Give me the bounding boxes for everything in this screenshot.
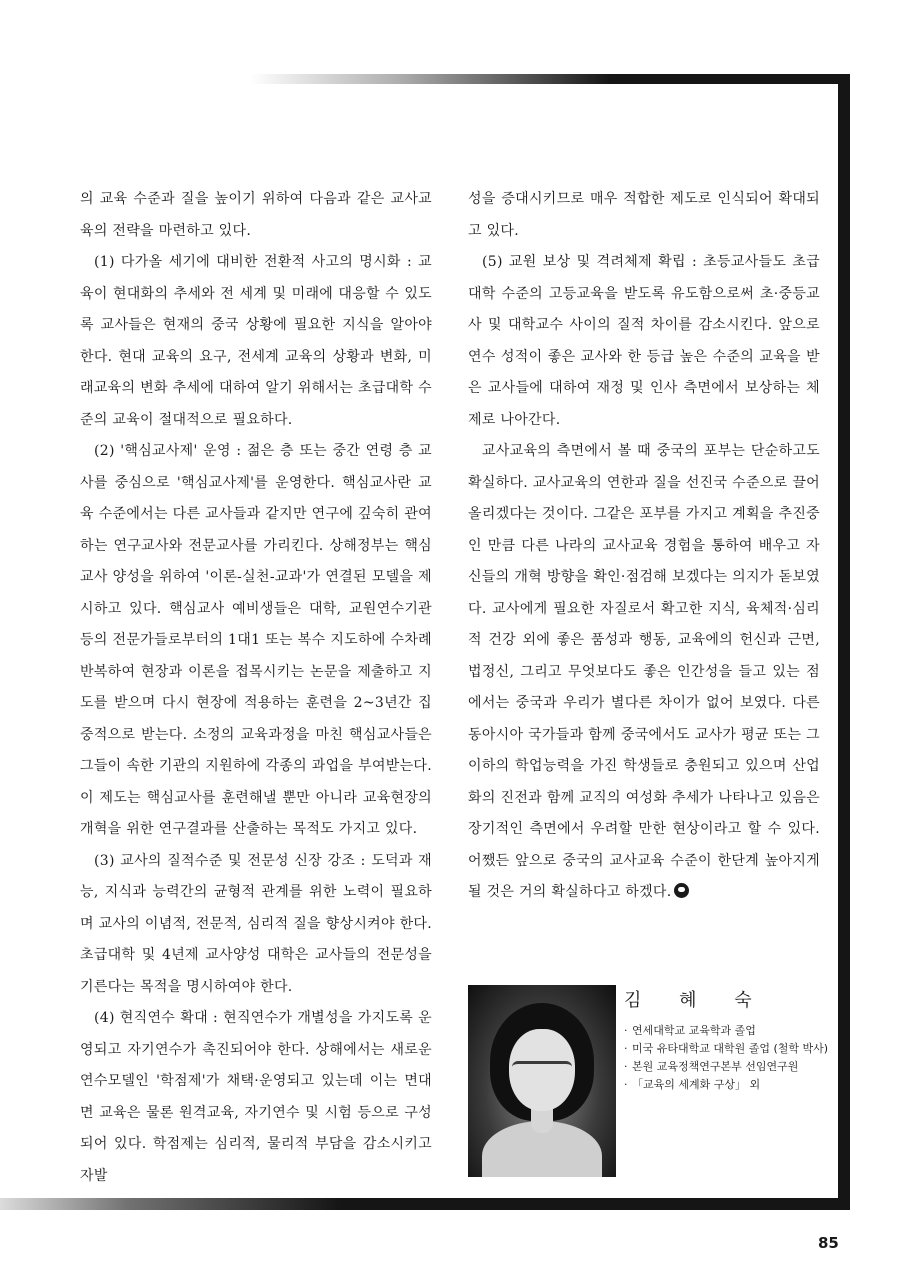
bottom-border-rule	[0, 1198, 850, 1210]
paragraph: 의 교육 수준과 질을 높이기 위하여 다음과 같은 교사교육의 전략을 마련하고 있다.	[80, 191, 432, 239]
paragraph: (3) 교사의 질적수준 및 전문성 신장 강조 : 도덕과 재능, 지식과 능력간의 균형적 관계를 위한 노력이 필요하며 교사의 이념적, 전문적, 심리적 질을 향상시켜야 한다. 초급대학 및 4년제 교사양성 대학은 교사들의 전문성을 기른다는 목적을 명시하여야 한다.	[80, 852, 432, 995]
bio-item: · 미국 유타대학교 대학원 졸업 (철학 박사)	[624, 1040, 838, 1058]
bio-item: · 연세대학교 교육학과 졸업	[624, 1022, 838, 1040]
right-border-rule	[838, 74, 850, 1210]
article-end-icon	[674, 883, 689, 898]
author-bio	[624, 986, 838, 1094]
article-column-left	[80, 184, 432, 1192]
paragraph: (2) '핵심교사제' 운영 : 젊은 층 또는 중간 연령 층 교사를 중심으로 '핵심교사제'를 운영한다. 핵심교사란 교육 수준에서는 다른 교사들과 같지만 연구에 깊숙히 관여하는 연구교사와 전문교사를 가리킨다. 상해정부는 핵심교사 양성을 위하여 '이론-실천-교과'가 연결된 모델을 제시하고 있다. 핵심교사 예비생들은 대학, 교원연수기관 등의 전문가들로부터의 1대1 또는 복수 지도하에 수차례 반복하여 현장과 이론을 접목시키는 논문을 제출하고 지도를 받으며 다시 현장에 적용하는 훈련을 2~3년간 집중적으로 받는다. 소정의 교육과정을 마친 핵심교사들은 그들이 속한 기관의 지원하에 각종의 과업을 부여받는다. 이 제도는 핵심교사를 훈련해낼 뿐만 아니라 교육현장의 개혁을 위한 연구결과를 산출하는 목적도 가지고 있다.	[80, 443, 432, 837]
paragraph: 성을 증대시키므로 매우 적합한 제도로 인식되어 확대되고 있다.	[468, 191, 820, 239]
author-name: 김 혜 숙	[624, 990, 768, 1011]
paragraph: (4) 현직연수 확대 : 현직연수가 개별성을 가지도록 운영되고 자기연수가 촉진되어야 한다. 상해에서는 새로운 연수모델인 '학점제'가 채택·운영되고 있는데 이는 면대면 교육은 물론 원격교육, 자기연수 및 시험 등으로 구성되어 있다. 학점제는 심리적, 물리적 부담을 감소시키고 자발	[80, 1010, 432, 1184]
bio-item: · 「교육의 세계화 구상」 외	[624, 1076, 838, 1094]
paragraph: (5) 교원 보상 및 격려체제 확립 : 초등교사들도 초급대학 수준의 고등교육을 받도록 유도함으로써 초·중등교사 및 대학교수 사이의 질적 차이를 감소시킨다. 앞으로 연수 성적이 좋은 교사와 한 등급 높은 수준의 교육을 받은 교사들에 대하여 재정 및 인사 측면에서 보상하는 체제로 나아간다.	[468, 254, 820, 428]
paragraph-text: 교사교육의 측면에서 볼 때 중국의 포부는 단순하고도 확실하다. 교사교육의 연한과 질을 선진국 수준으로 끌어올리겠다는 것이다. 그같은 포부를 가지고 계획을 추진중인 만큼 다른 나라의 교사교육 경험을 통하여 배우고 자신들의 개혁 방향을 확인·점검해 보겠다는 의지가 돋보였다. 교사에게 필요한 자질로서 확고한 지식, 육체적·심리적 건강 외에 좋은 품성과 행동, 교육에의 헌신과 근면, 법정신, 그리고 무엇보다도 좋은 인간성을 들고 있는 점에서는 중국과 우리가 별다른 차이가 없어 보였다. 다른 동아시아 국가들과 함께 중국에서도 교사가 평균 또는 그 이하의 학업능력을 가진 학생들로 충원되고 있으며 산업화의 진전과 함께 교직의 여성화 추세가 나타나고 있음은 장기적인 측면에서 우려할 만한 현상이라고 할 수 있다. 어쨌든 앞으로 중국의 교사교육 수준이 한단계 높아지게 될 것은 거의 확실하다고 하겠다.	[468, 443, 820, 900]
article-column-right	[468, 184, 820, 909]
author-photo	[468, 985, 616, 1177]
paragraph: (1) 다가올 세기에 대비한 전환적 사고의 명시화 : 교육이 현대화의 추세와 전 세계 및 미래에 대응할 수 있도록 교사들은 현재의 중국 상황에 필요한 지식을 알아야 한다. 현대 교육의 요구, 전세계 교육의 상황과 변화, 미래교육의 변화 추세에 대하여 알기 위해서는 초급대학 수준의 교육이 절대적으로 필요하다.	[80, 254, 432, 428]
paragraph	[468, 436, 820, 909]
top-border-rule	[250, 74, 850, 84]
bio-item: · 본원 교육정책연구본부 선임연구원	[624, 1058, 838, 1076]
page-number: 85	[818, 1234, 839, 1252]
